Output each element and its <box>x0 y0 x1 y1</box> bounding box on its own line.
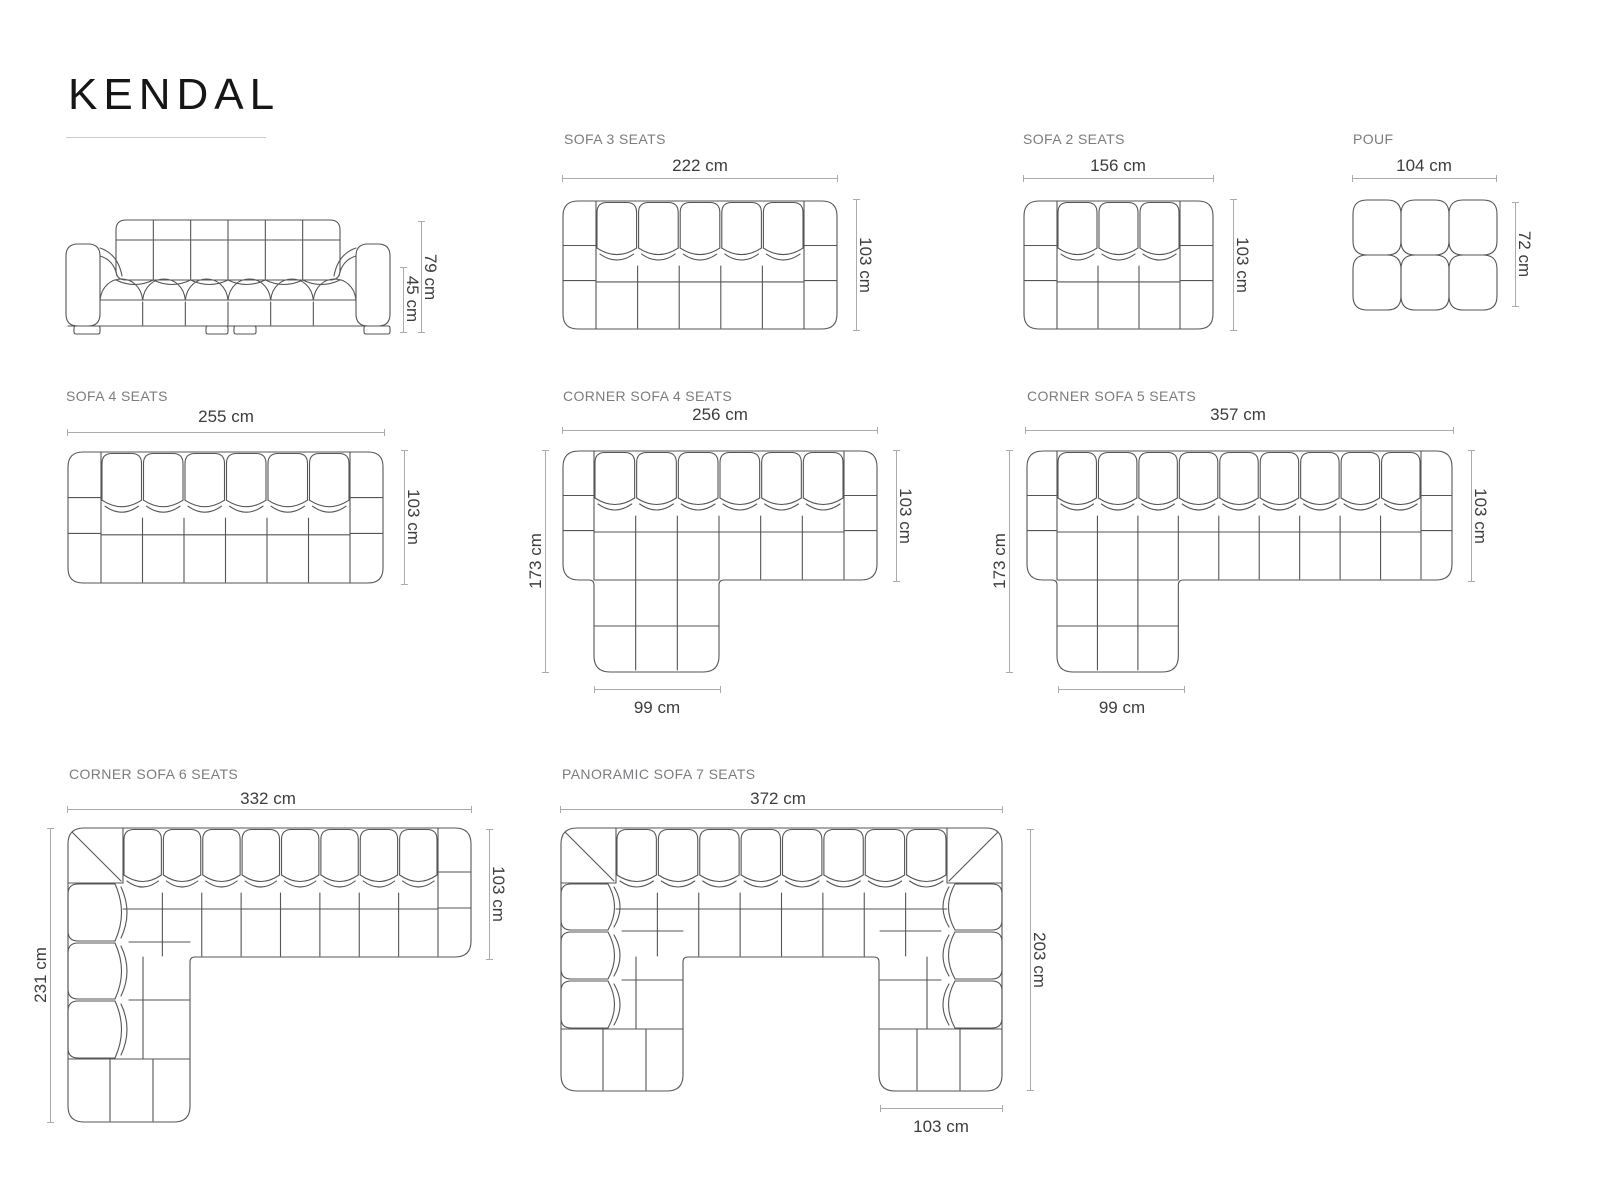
dim-corner6-total-depth: 231 cm <box>31 947 50 1003</box>
dim-pano7-depth: 203 cm <box>1030 932 1049 988</box>
dim-sofa4-width: 255 cm <box>198 407 254 426</box>
dim-corner4-depth: 103 cm <box>896 488 915 544</box>
page-title: KENDAL <box>68 70 281 119</box>
dim-line-corner5-width <box>1025 430 1454 431</box>
dim-sofa2-depth: 103 cm <box>1233 237 1252 293</box>
sofa-2-seats-top-view-drawing <box>1023 200 1215 332</box>
dim-pano7-arm: 103 cm <box>913 1117 969 1136</box>
dim-line-corner6-width <box>67 809 472 810</box>
dim-sofa2-width: 156 cm <box>1090 156 1146 175</box>
dim-corner5-depth: 103 cm <box>1471 488 1490 544</box>
label-corner-sofa-4-seats: CORNER SOFA 4 SEATS <box>563 388 733 404</box>
dim-corner6-depth: 103 cm <box>489 866 508 922</box>
dim-corner5-width: 357 cm <box>1210 405 1266 424</box>
panoramic-sofa-7-seats-top-view-drawing <box>560 827 1005 1093</box>
dim-corner4-width: 256 cm <box>692 405 748 424</box>
sofa-4-seats-top-view-drawing <box>67 451 385 586</box>
corner-sofa-6-seats-top-view-drawing <box>67 827 474 1125</box>
dim-line-pano7-width <box>560 809 1003 810</box>
sofa-3-seats-top-view-drawing <box>562 200 838 332</box>
dim-line-pano7-arm <box>880 1108 1003 1109</box>
dim-pouf-depth: 72 cm <box>1515 230 1534 278</box>
dim-sofa3-width: 222 cm <box>672 156 728 175</box>
label-panoramic-sofa-7-seats: PANORAMIC SOFA 7 SEATS <box>562 766 756 782</box>
dim-front-total-height: 79 cm <box>421 253 440 301</box>
label-corner-sofa-6-seats: CORNER SOFA 6 SEATS <box>69 766 239 782</box>
dim-pouf-width: 104 cm <box>1396 156 1452 175</box>
dim-sofa4-depth: 103 cm <box>404 489 423 545</box>
dim-line-corner5-chaise <box>1058 689 1185 690</box>
dim-line-sofa3-width <box>562 178 838 179</box>
label-corner-sofa-5-seats: CORNER SOFA 5 SEATS <box>1027 388 1197 404</box>
dim-corner4-chaise: 99 cm <box>633 698 681 717</box>
pouf-top-view-drawing <box>1352 199 1498 311</box>
dim-line-sofa2-width <box>1023 178 1214 179</box>
corner-sofa-5-seats-top-view-drawing <box>1026 450 1456 676</box>
label-sofa-2-seats: SOFA 2 SEATS <box>1023 131 1125 147</box>
dim-corner5-total-depth: 173 cm <box>990 533 1009 589</box>
dim-corner4-total-depth: 173 cm <box>526 533 545 589</box>
dim-line-pouf-width <box>1352 178 1497 179</box>
label-sofa-4-seats: SOFA 4 SEATS <box>66 388 168 404</box>
label-sofa-3-seats: SOFA 3 SEATS <box>564 131 666 147</box>
title-underline <box>66 137 266 138</box>
sofa-front-view-drawing <box>58 212 406 336</box>
dim-corner6-width: 332 cm <box>240 789 296 808</box>
dim-line-corner4-chaise <box>594 689 721 690</box>
dim-line-sofa4-width <box>67 432 385 433</box>
dim-line-corner4-width <box>562 430 878 431</box>
dim-sofa3-depth: 103 cm <box>856 237 875 293</box>
dim-pano7-width: 372 cm <box>750 789 806 808</box>
corner-sofa-4-seats-top-view-drawing <box>562 450 880 676</box>
dim-corner5-chaise: 99 cm <box>1098 698 1146 717</box>
label-pouf: POUF <box>1353 131 1394 147</box>
dim-front-seat-height: 45 cm <box>403 275 422 323</box>
